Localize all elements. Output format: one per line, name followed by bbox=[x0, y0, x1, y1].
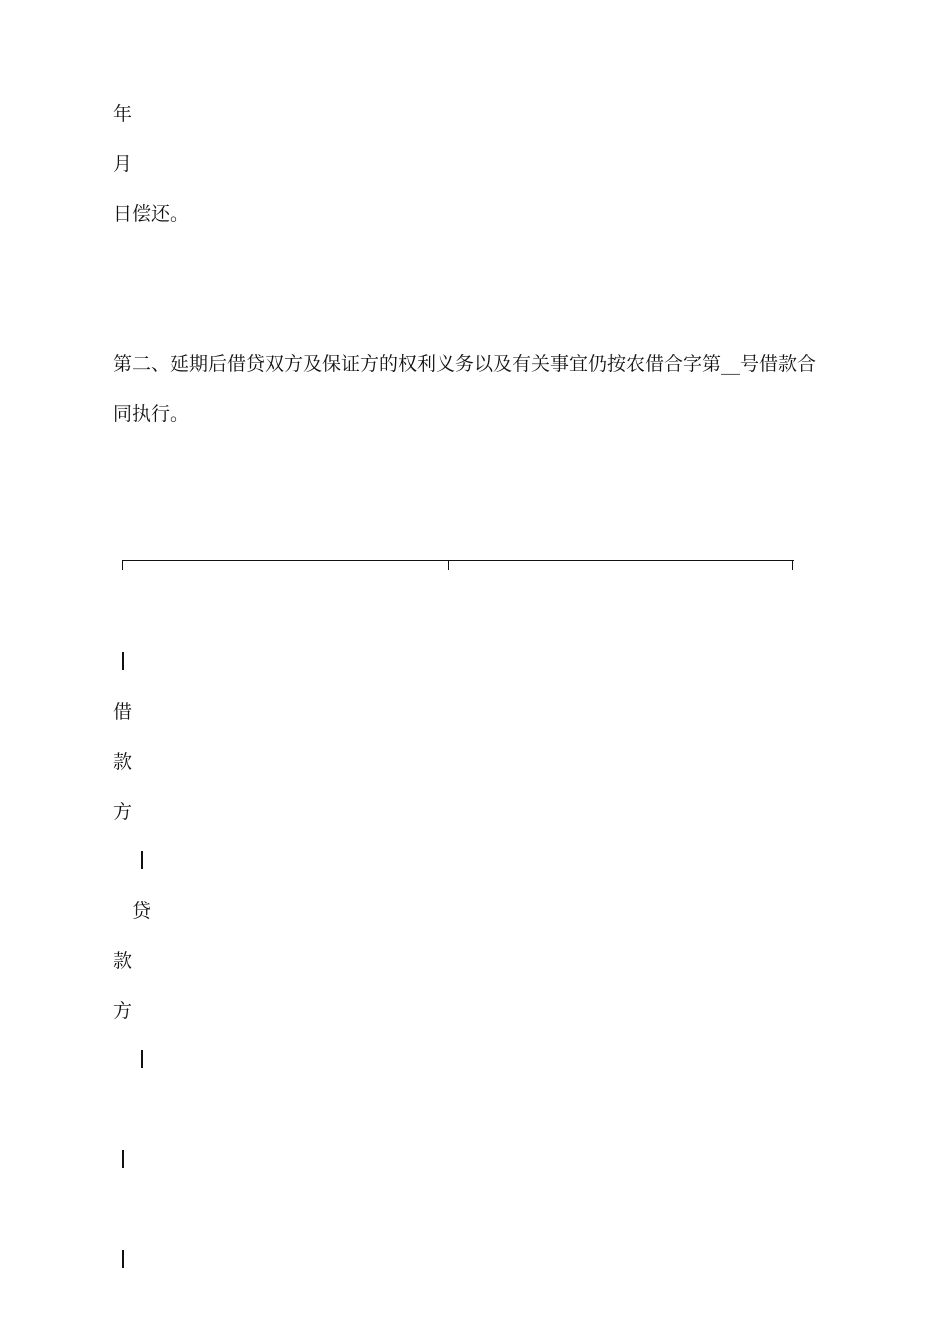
table-vertical-bar bbox=[122, 1150, 124, 1168]
lender-char-2: 款 bbox=[113, 950, 133, 972]
clause-two-line-1: 第二、延期后借贷双方及保证方的权利义务以及有关事宜仍按农借合字第__号借款合 bbox=[113, 353, 817, 375]
lender-char-1: 贷 bbox=[132, 900, 152, 922]
table-junction-middle bbox=[448, 560, 449, 570]
table-vertical-bar bbox=[122, 1250, 124, 1268]
table-top-line bbox=[122, 560, 794, 561]
table-vertical-bar bbox=[141, 1050, 143, 1068]
borrower-char-2: 款 bbox=[113, 751, 133, 773]
table-vertical-bar bbox=[122, 652, 124, 670]
table-corner-left bbox=[122, 560, 123, 570]
month-text: 月 bbox=[113, 153, 133, 175]
borrower-char-3: 方 bbox=[113, 801, 133, 823]
clause-two-line-2: 同执行。 bbox=[113, 403, 190, 425]
table-corner-right bbox=[792, 560, 793, 570]
table-vertical-bar bbox=[141, 851, 143, 869]
day-repay-text: 日偿还。 bbox=[113, 203, 190, 225]
table-top-border bbox=[122, 558, 794, 572]
year-text: 年 bbox=[113, 103, 133, 125]
lender-char-3: 方 bbox=[113, 1000, 133, 1022]
borrower-char-1: 借 bbox=[113, 701, 133, 723]
